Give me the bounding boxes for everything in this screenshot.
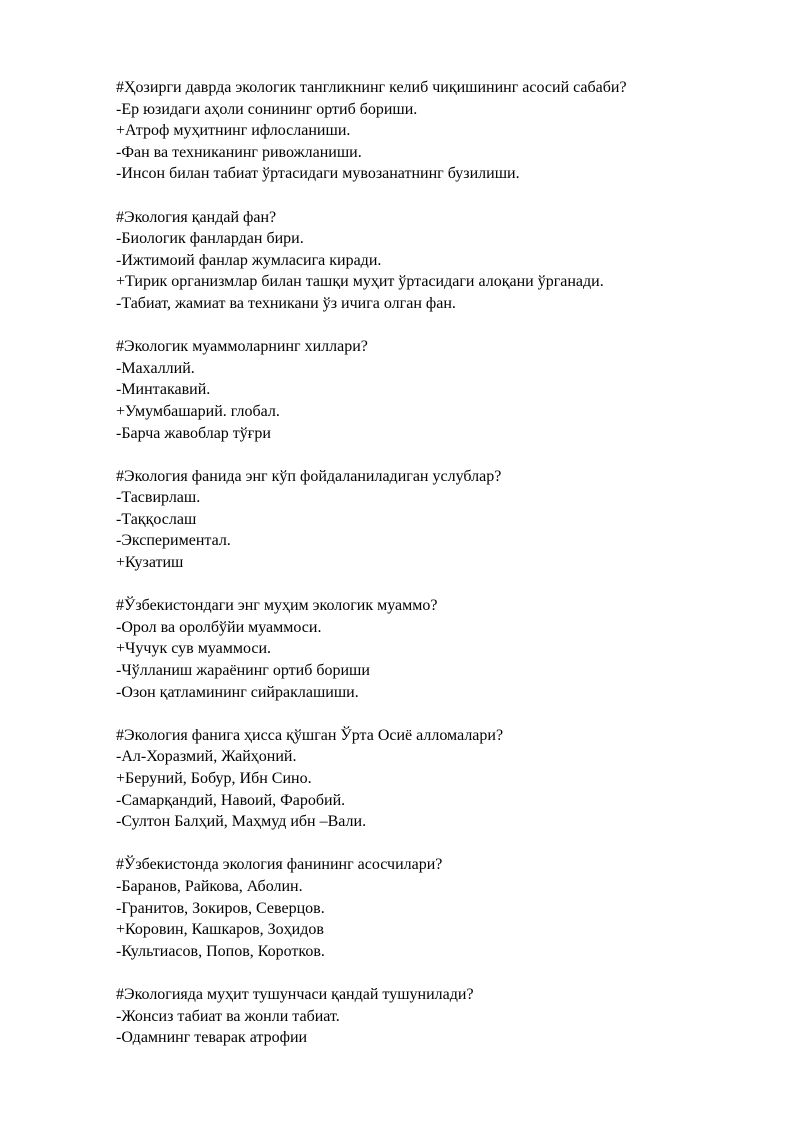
question-block [116,207,756,315]
question-block [116,984,756,1049]
question-block [116,725,756,833]
answer-option: -Таққослаш [116,510,197,528]
answer-option: -Минтакавий. [116,381,211,399]
question-text: #Ўзбекистондаги энг муҳим экологик муаммо? [116,597,438,615]
answer-option: +Кузатиш [116,554,184,572]
answer-option: -Инсон билан табиат ўртасидаги мувозанатнинг бузилиши. [116,165,520,183]
question-block [116,854,756,962]
question-block [116,77,756,185]
question-block [116,336,756,444]
answer-option: -Махаллий. [116,359,195,377]
answer-option: -Табиат, жамиат ва техникани ўз ичига олган фан. [116,294,456,312]
answer-option: -Ер юзидаги аҳоли сонининг ортиб бориши. [116,100,418,118]
question-text: #Ҳозирги даврда экологик тангликнинг келиб чиқишининг асосий сабаби? [116,79,627,96]
answer-option: -Ал-Хоразмий, Жайҳоний. [116,748,297,766]
answer-option: -Фан ва техниканинг ривожланиши. [116,143,362,161]
answer-option: -Барча жавоблар тўғри [116,424,271,442]
answer-option: -Чўлланиш жараёнинг ортиб бориши [116,662,370,680]
question-block [116,466,756,574]
question-text: #Экология фанида энг кўп фойдаланиладиган услублар? [116,467,502,485]
answer-option: -Орол ва оролбўйи муаммоси. [116,618,322,636]
answer-option: +Атроф муҳитнинг ифлосланиши. [116,122,351,140]
answer-option: -Культиасов, Попов, Коротков. [116,942,325,960]
answer-option: -Одамнинг теварак атрофии [116,1029,308,1047]
answer-option: -Султон Балҳий, Маҳмуд ибн –Вали. [116,813,367,831]
question-text: #Ўзбекистонда экология фанининг асосчилари? [116,856,443,874]
answer-option: -Самарқандий, Навоий, Фаробий. [116,791,346,809]
answer-option: +Беруний, Бобур, Ибн Сино. [116,770,312,787]
document-body [116,77,756,1070]
answer-option: -Гранитов, Зокиров, Северцов. [116,899,325,917]
answer-option: -Тасвирлаш. [116,489,201,507]
answer-option: -Биологик фанлардан бири. [116,230,304,248]
answer-option: +Коровин, Кашкаров, Зоҳидов [116,921,324,939]
answer-option: -Озон қатламининг сийраклашиши. [116,683,359,701]
question-block [116,595,756,703]
answer-option: -Ижтимоий фанлар жумласига киради. [116,251,382,269]
answer-option: -Жонсиз табиат ва жонли табиат. [116,1007,340,1025]
question-text: #Экологик муаммоларнинг хиллари? [116,338,368,356]
question-text: #Экология қандай фан? [116,208,277,226]
question-text: #Экология фанига ҳисса қўшган Ўрта Осиё алломалари? [116,726,504,744]
answer-option: +Чучук сув муаммоси. [116,640,272,658]
answer-option: +Умумбашарий. глобал. [116,402,280,420]
answer-option: -Баранов, Райкова, Аболин. [116,877,303,895]
answer-option: -Экспериментал. [116,532,231,550]
question-text: #Экологияда муҳит тушунчаси қандай тушунилади? [116,985,474,1003]
answer-option: +Тирик организмлар билан ташқи муҳит ўртасидаги алоқани ўрганади. [116,273,604,291]
